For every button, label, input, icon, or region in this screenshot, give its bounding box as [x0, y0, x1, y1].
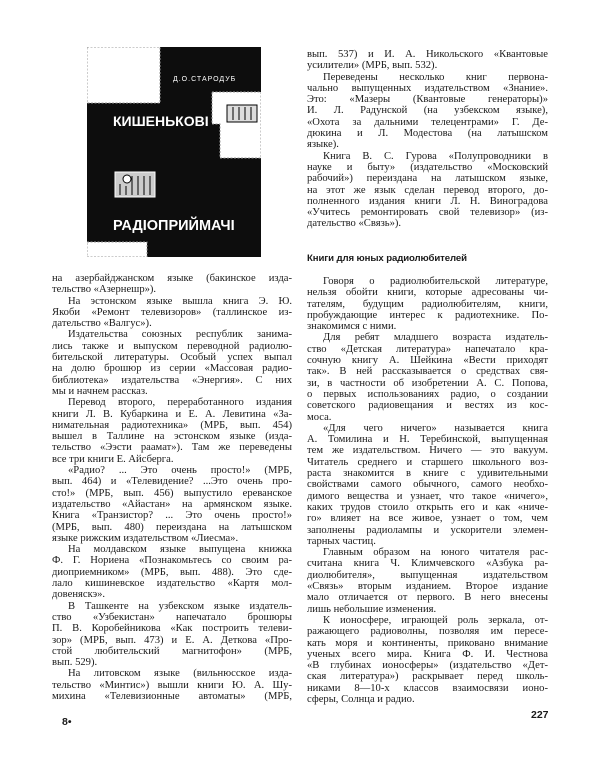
text-line: На литовском языке (вильнюсское изда-: [68, 668, 292, 680]
text-line: Главным образом на юного читателя рас-: [323, 547, 548, 559]
text-line: «Для чего ничего» называется книга: [323, 422, 548, 434]
radio-icon: [227, 105, 257, 122]
right-text-column-bottom: [307, 276, 548, 705]
paragraph: [307, 151, 548, 230]
paragraph: [307, 72, 548, 151]
book-cover-image: [87, 47, 261, 257]
text-line: тателям, будущим радиолюбителям, книги,: [307, 298, 548, 310]
text-line: так». В ней рассказывается о средствах свя-: [307, 366, 548, 378]
text-line: издательство «Айастан» на армянском языке.: [52, 498, 292, 510]
text-line: знакомимся с ними.: [307, 321, 397, 333]
text-line: тем же издательством. Ничего — это вакуум.: [307, 445, 548, 457]
text-line: На эстонском языке вышла книга Э. Ю.: [68, 295, 292, 307]
text-line: ство «Узбекистан» напечатало брошюры: [52, 611, 292, 623]
text-line: вып. 464) и «Телевидение? ...Это очень про-: [52, 476, 292, 488]
signature-mark: 8•: [62, 716, 72, 728]
text-line: пробуждающие интерес к радиотехнике. По-: [307, 309, 548, 321]
text-line: советского радиовещания и вестях из кос-: [307, 400, 548, 412]
text-line: П. В. Коробейникова «Как построить телеви-: [52, 623, 292, 635]
text-line: вышел в Таллине на эстонском языке (изда-: [52, 431, 292, 443]
text-line: Читатель среднего и старшего школьного воз-: [307, 456, 548, 468]
text-line: мы и начнем рассказ.: [52, 385, 148, 397]
page-number: 227: [531, 709, 549, 721]
text-line: ство «Детская литература» напечатало кра-: [307, 343, 548, 355]
text-line: вып. 529).: [52, 657, 98, 669]
paragraph: [307, 49, 548, 72]
text-line: тельство «Азернешр»).: [52, 284, 157, 296]
text-line: сто!» (МРБ, вып. 456) выпустило ереванское: [52, 487, 292, 499]
text-line: моса.: [307, 411, 332, 423]
text-line: Издательства союзных республик занима-: [68, 329, 292, 341]
text-line: «Учитесь ремонтировать свой телевизор» (из-: [307, 207, 548, 219]
text-line: дательство «Валгус»).: [52, 318, 152, 330]
text-line: языке).: [307, 139, 339, 151]
text-line: Книга «Транзистор? ... Это очень просто!»: [52, 510, 292, 522]
text-line: го» влияет на все живое, узнает о том, чем: [307, 513, 548, 525]
text-line: мало отличается от первого. В него внесены: [307, 592, 548, 604]
text-line: лишь небольшие изменения.: [307, 603, 437, 615]
text-line: Для ребят младшего возраста издатель-: [323, 332, 548, 344]
text-line: Ф. Г. Нориена «Познакомьтесь со своим ра-: [52, 555, 292, 567]
text-line: рабочий») переиздана на латышском языке,: [307, 173, 548, 185]
text-line: о первых использованиях радио, о создании: [307, 388, 548, 400]
text-line: кать моря и континенты, приковано внимание: [307, 637, 548, 649]
text-line: Якоби «Ремонт телевизоров» (таллинское из-: [52, 306, 292, 318]
text-line: нимательная радиотехника» (МРБ, вып. 454): [52, 419, 292, 431]
right-text-column-top: [307, 49, 548, 230]
text-line: лись также и выпуском переводной радиолю-: [52, 340, 292, 352]
text-line: «Связь» вторым изданием. Второе издание: [307, 581, 548, 593]
text-line: на этот же язык сделан перевод второго, до-: [307, 184, 548, 196]
paragraph: [307, 332, 548, 422]
text-line: Переведены несколько книг первона-: [323, 71, 548, 83]
text-line: лало кишиневское издательство «Картя мол-: [52, 578, 292, 590]
radio-icon: [115, 172, 155, 197]
text-line: усилители» (МРБ, вып. 532).: [307, 60, 438, 72]
text-line: сферы, Солнца и радио.: [307, 693, 415, 705]
paragraph: [52, 465, 292, 544]
text-line: все три книги Е. Айсберга.: [52, 453, 174, 465]
text-line: заполнены радиолампы и ускорители элемен-: [307, 524, 548, 536]
text-line: К ионосфере, играющей роль зеркала, от-: [323, 614, 548, 626]
text-line: дюкина и Л. Модестова (на латышском: [307, 128, 548, 140]
text-line: нельзя обойти книги, которые адресованы чи-: [307, 287, 548, 299]
text-line: ская литература») раскрывает перед школь-: [307, 671, 548, 683]
text-line: библиотека» издательства «Энергия». С них: [52, 374, 292, 386]
text-line: на долю брошюр из серии «Массовая радио-: [52, 363, 292, 375]
paragraph: [52, 544, 292, 600]
text-line: Это: «Мазеры (Квантовые генераторы)»: [307, 94, 548, 106]
section-heading: Книги для юных радиолюбителей: [307, 253, 467, 264]
text-line: «Охота за дальними телецентрами» Г. Де-: [307, 116, 548, 128]
text-line: довеняскэ».: [52, 589, 106, 601]
text-line: В Ташкенте на узбекском языке издатель-: [68, 600, 292, 612]
text-line: ученых всего мира. Книга Ф. И. Честнова: [307, 648, 548, 660]
text-line: Говоря о радиолюбительской литературе,: [323, 276, 548, 287]
text-line: бительской литературы. Особый успех выпал: [52, 352, 292, 364]
paragraph: [52, 296, 292, 330]
cover-title-line2: РАДІОПРИЙМАЧІ: [113, 218, 235, 234]
text-line: стой любительский магнитофон» (МРБ,: [52, 645, 292, 657]
text-line: тельство «Минтис») вышли книги Ю. А. Шу-: [52, 679, 292, 691]
text-line: считана книга Ч. Климчевского «Азбука ра-: [307, 558, 548, 570]
text-line: На молдавском языке выпущена книжка: [68, 544, 292, 556]
text-line: (МРБ, вып. 480) переиздана на латышском: [52, 521, 292, 533]
text-line: чально выпущенных издательством «Знание».: [307, 82, 548, 94]
text-line: И. Л. Радунской (на узбекском языке),: [307, 105, 548, 117]
text-line: полненного издания книги Л. Н. Виноградова: [307, 195, 548, 207]
paragraph: [52, 273, 292, 296]
text-line: тарных частиц.: [307, 535, 376, 547]
text-line: михина «Телевизионные автоматы» (МРБ,: [52, 690, 292, 702]
text-line: А. Томилина и Н. Теребинской, выпущенная: [307, 434, 548, 446]
cover-title-line1: КИШЕНЬКОВІ: [113, 113, 209, 129]
paragraph: [307, 423, 548, 547]
text-line: зор» (МРБ, вып. 473) и Е. А. Деткова «Про-: [52, 634, 292, 646]
text-line: тельство «Ээсти раамат»). Там же переведены: [52, 442, 292, 454]
paragraph: [307, 276, 548, 332]
text-line: «В глубинах ионосферы» (издательство «Дет-: [307, 660, 548, 672]
text-line: дательство «Связь»).: [307, 218, 402, 230]
paragraph: [52, 668, 292, 702]
text-line: зи, в частности об изобретении А. С. Попова,: [307, 377, 548, 389]
text-line: вып. 537) и И. А. Никольского «Квантовые: [307, 49, 548, 60]
text-line: никами 8—10-х классов взаимосвязи ионо-: [307, 682, 548, 694]
text-line: науке и быту» (издательство «Московский: [307, 161, 548, 173]
cover-author: Д.О.СТАРОДУБ: [173, 76, 237, 83]
paragraph: [307, 547, 548, 615]
text-line: свойствами самого обычного, самого необхо-: [307, 479, 548, 491]
text-line: «Радио? ... Это очень просто!» (МРБ,: [68, 465, 292, 477]
text-line: Книга В. С. Гурова «Полупроводники в: [323, 150, 548, 162]
text-line: Перевод второго, переработанного издания: [68, 397, 292, 409]
paragraph: [52, 397, 292, 465]
text-line: раста знакомится в книге с удивительными: [307, 468, 548, 480]
text-line: ражающего радиоволны, позволяя им пересе-: [307, 626, 548, 638]
paragraph: [307, 615, 548, 705]
left-text-column: [52, 273, 292, 702]
paragraph: [52, 329, 292, 397]
paragraph: [52, 601, 292, 669]
text-line: книги Л. В. Кубаркина и Е. А. Левитина «За-: [52, 408, 292, 420]
text-line: на азербайджанском языке (бакинское изда-: [52, 273, 292, 284]
text-line: каких трудов стоило открыть его и как «ниче-: [307, 501, 548, 513]
text-line: сочную книгу А. Шейкина «Вести приходят: [307, 355, 548, 367]
text-line: языке рижским издательством «Лиесма».: [52, 532, 239, 544]
text-line: димого вещества и узнает, что такое «ничего»,: [307, 490, 548, 502]
text-line: диоприемником» (МРБ, вып. 488). Это сде-: [52, 566, 292, 578]
text-line: диолюбителя», выпущенная издательством: [307, 569, 548, 581]
